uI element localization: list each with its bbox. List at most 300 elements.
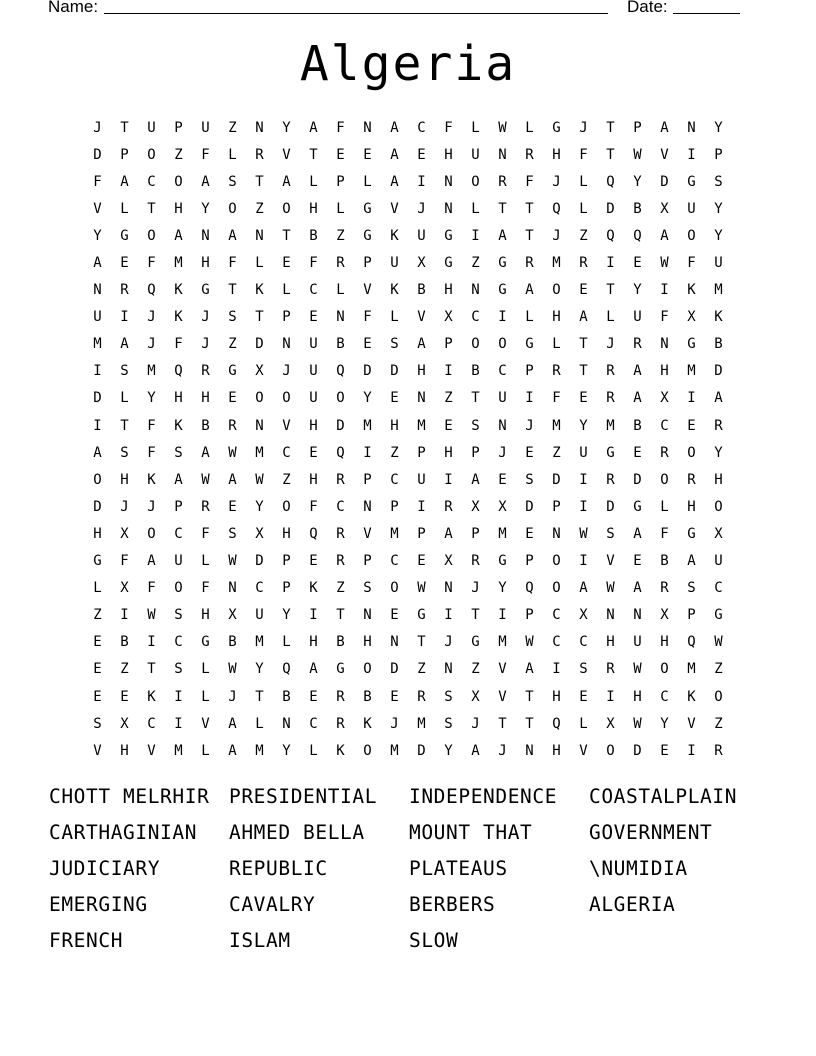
grid-letter[interactable]: G xyxy=(633,498,642,515)
grid-letter[interactable]: G xyxy=(525,336,534,353)
grid-letter[interactable]: E xyxy=(228,498,237,515)
grid-letter[interactable]: Q xyxy=(633,227,642,244)
grid-letter[interactable]: R xyxy=(336,688,345,705)
grid-letter[interactable]: H xyxy=(174,200,183,217)
grid-letter[interactable]: E xyxy=(660,742,669,759)
grid-letter[interactable]: H xyxy=(174,390,183,407)
grid-letter[interactable]: T xyxy=(606,119,615,136)
grid-letter[interactable]: F xyxy=(660,525,669,542)
grid-letter[interactable]: W xyxy=(579,525,588,542)
grid-letter[interactable]: P xyxy=(120,146,129,163)
grid-letter[interactable]: V xyxy=(282,146,291,163)
grid-letter[interactable]: Y xyxy=(255,661,264,678)
grid-letter[interactable]: O xyxy=(471,336,480,353)
grid-letter[interactable]: N xyxy=(525,742,534,759)
grid-letter[interactable]: E xyxy=(309,444,318,461)
grid-letter[interactable]: I xyxy=(498,309,507,326)
grid-letter[interactable]: U xyxy=(633,634,642,651)
grid-letter[interactable]: B xyxy=(120,634,129,651)
grid-letter[interactable]: Y xyxy=(579,417,588,434)
grid-letter[interactable]: H xyxy=(390,417,399,434)
grid-letter[interactable]: Y xyxy=(282,742,291,759)
grid-letter[interactable]: Z xyxy=(444,390,453,407)
grid-letter[interactable]: S xyxy=(444,688,453,705)
grid-letter[interactable]: Y xyxy=(201,200,210,217)
grid-letter[interactable]: I xyxy=(93,417,102,434)
grid-letter[interactable]: T xyxy=(525,227,534,244)
grid-letter[interactable]: B xyxy=(201,417,210,434)
grid-letter[interactable]: C xyxy=(309,715,318,732)
grid-letter[interactable]: I xyxy=(552,661,561,678)
grid-letter[interactable]: V xyxy=(363,282,372,299)
grid-letter[interactable]: N xyxy=(363,607,372,624)
grid-letter[interactable]: F xyxy=(201,525,210,542)
grid-letter[interactable]: Y xyxy=(633,173,642,190)
grid-letter[interactable]: C xyxy=(498,363,507,380)
grid-letter[interactable]: L xyxy=(336,282,345,299)
grid-letter[interactable]: P xyxy=(417,444,426,461)
grid-letter[interactable]: Y xyxy=(444,742,453,759)
grid-letter[interactable]: J xyxy=(471,715,480,732)
grid-letter[interactable]: Z xyxy=(390,444,399,461)
grid-letter[interactable]: X xyxy=(120,580,129,597)
grid-letter[interactable]: H xyxy=(606,634,615,651)
grid-letter[interactable]: S xyxy=(228,309,237,326)
grid-letter[interactable]: T xyxy=(498,715,507,732)
grid-letter[interactable]: E xyxy=(282,255,291,272)
grid-letter[interactable]: S xyxy=(525,471,534,488)
grid-letter[interactable]: H xyxy=(444,282,453,299)
grid-letter[interactable]: N xyxy=(255,417,264,434)
grid-letter[interactable]: M xyxy=(390,525,399,542)
grid-letter[interactable]: N xyxy=(633,607,642,624)
grid-letter[interactable]: K xyxy=(147,688,156,705)
grid-letter[interactable]: D xyxy=(633,742,642,759)
grid-letter[interactable]: H xyxy=(444,146,453,163)
grid-letter[interactable]: E xyxy=(120,255,129,272)
grid-letter[interactable]: O xyxy=(660,471,669,488)
grid-letter[interactable]: C xyxy=(660,417,669,434)
grid-letter[interactable]: A xyxy=(228,715,237,732)
grid-letter[interactable]: N xyxy=(363,119,372,136)
grid-letter[interactable]: L xyxy=(579,200,588,217)
grid-letter[interactable]: R xyxy=(444,498,453,515)
grid-letter[interactable]: Q xyxy=(147,282,156,299)
grid-letter[interactable]: H xyxy=(201,390,210,407)
grid-letter[interactable]: C xyxy=(390,471,399,488)
grid-letter[interactable]: M xyxy=(714,282,723,299)
grid-letter[interactable]: H xyxy=(120,742,129,759)
grid-letter[interactable]: F xyxy=(363,309,372,326)
grid-letter[interactable]: C xyxy=(174,634,183,651)
grid-letter[interactable]: A xyxy=(390,173,399,190)
grid-letter[interactable]: P xyxy=(282,553,291,570)
grid-letter[interactable]: B xyxy=(714,336,723,353)
grid-letter[interactable]: H xyxy=(363,634,372,651)
grid-letter[interactable]: P xyxy=(363,553,372,570)
grid-letter[interactable]: Z xyxy=(336,580,345,597)
grid-letter[interactable]: L xyxy=(471,119,480,136)
grid-letter[interactable]: H xyxy=(444,444,453,461)
grid-letter[interactable]: X xyxy=(228,607,237,624)
grid-letter[interactable]: A xyxy=(228,227,237,244)
grid-letter[interactable]: W xyxy=(228,444,237,461)
grid-letter[interactable]: C xyxy=(714,580,723,597)
grid-letter[interactable]: X xyxy=(660,390,669,407)
grid-letter[interactable]: V xyxy=(390,200,399,217)
grid-letter[interactable]: E xyxy=(336,146,345,163)
grid-letter[interactable]: O xyxy=(147,227,156,244)
grid-letter[interactable]: D xyxy=(93,498,102,515)
grid-letter[interactable]: F xyxy=(552,390,561,407)
grid-letter[interactable]: R xyxy=(579,255,588,272)
grid-letter[interactable]: C xyxy=(282,444,291,461)
grid-letter[interactable]: Z xyxy=(417,661,426,678)
grid-letter[interactable]: O xyxy=(471,173,480,190)
grid-letter[interactable]: W xyxy=(633,715,642,732)
grid-letter[interactable]: U xyxy=(579,444,588,461)
grid-letter[interactable]: B xyxy=(417,282,426,299)
grid-letter[interactable]: B xyxy=(309,227,318,244)
grid-letter[interactable]: W xyxy=(201,471,210,488)
grid-letter[interactable]: H xyxy=(93,525,102,542)
grid-letter[interactable]: Z xyxy=(228,119,237,136)
grid-letter[interactable]: G xyxy=(714,607,723,624)
grid-letter[interactable]: E xyxy=(363,146,372,163)
grid-letter[interactable]: F xyxy=(660,309,669,326)
grid-letter[interactable]: F xyxy=(309,498,318,515)
grid-letter[interactable]: P xyxy=(282,309,291,326)
grid-letter[interactable]: A xyxy=(471,471,480,488)
grid-letter[interactable]: T xyxy=(498,200,507,217)
grid-letter[interactable]: M xyxy=(255,742,264,759)
grid-letter[interactable]: A xyxy=(633,363,642,380)
grid-letter[interactable]: A xyxy=(309,661,318,678)
grid-letter[interactable]: T xyxy=(147,200,156,217)
grid-letter[interactable]: X xyxy=(714,525,723,542)
grid-letter[interactable]: G xyxy=(336,661,345,678)
grid-letter[interactable]: V xyxy=(498,688,507,705)
grid-letter[interactable]: P xyxy=(174,498,183,515)
grid-letter[interactable]: L xyxy=(120,390,129,407)
grid-letter[interactable]: B xyxy=(633,200,642,217)
grid-letter[interactable]: S xyxy=(444,715,453,732)
grid-letter[interactable]: A xyxy=(660,119,669,136)
grid-letter[interactable]: I xyxy=(471,227,480,244)
grid-letter[interactable]: Z xyxy=(282,471,291,488)
grid-letter[interactable]: Z xyxy=(714,715,723,732)
grid-letter[interactable]: G xyxy=(606,444,615,461)
grid-letter[interactable]: F xyxy=(687,255,696,272)
grid-letter[interactable]: E xyxy=(444,417,453,434)
grid-letter[interactable]: F xyxy=(147,255,156,272)
grid-letter[interactable]: R xyxy=(255,146,264,163)
grid-letter[interactable]: G xyxy=(201,282,210,299)
grid-letter[interactable]: T xyxy=(255,309,264,326)
grid-letter[interactable]: X xyxy=(444,553,453,570)
grid-letter[interactable]: A xyxy=(201,173,210,190)
grid-letter[interactable]: J xyxy=(282,363,291,380)
grid-letter[interactable]: E xyxy=(228,390,237,407)
grid-letter[interactable]: M xyxy=(417,715,426,732)
grid-letter[interactable]: U xyxy=(498,390,507,407)
grid-letter[interactable]: A xyxy=(174,471,183,488)
grid-letter[interactable]: H xyxy=(552,688,561,705)
grid-letter[interactable]: N xyxy=(660,336,669,353)
grid-letter[interactable]: E xyxy=(579,688,588,705)
grid-letter[interactable]: T xyxy=(471,390,480,407)
grid-letter[interactable]: I xyxy=(606,255,615,272)
grid-letter[interactable]: U xyxy=(174,553,183,570)
grid-letter[interactable]: T xyxy=(309,146,318,163)
grid-letter[interactable]: H xyxy=(282,525,291,542)
grid-letter[interactable]: O xyxy=(552,553,561,570)
grid-letter[interactable]: U xyxy=(255,607,264,624)
grid-letter[interactable]: Y xyxy=(714,444,723,461)
grid-letter[interactable]: A xyxy=(633,390,642,407)
grid-letter[interactable]: K xyxy=(174,282,183,299)
grid-letter[interactable]: J xyxy=(606,336,615,353)
grid-letter[interactable]: Z xyxy=(471,661,480,678)
grid-letter[interactable]: O xyxy=(147,146,156,163)
grid-letter[interactable]: J xyxy=(579,119,588,136)
grid-letter[interactable]: D xyxy=(390,363,399,380)
grid-letter[interactable]: Z xyxy=(471,255,480,272)
grid-letter[interactable]: F xyxy=(120,553,129,570)
grid-letter[interactable]: H xyxy=(552,146,561,163)
grid-letter[interactable]: W xyxy=(147,607,156,624)
grid-letter[interactable]: A xyxy=(93,444,102,461)
grid-letter[interactable]: F xyxy=(147,444,156,461)
grid-letter[interactable]: O xyxy=(93,471,102,488)
grid-letter[interactable]: N xyxy=(444,661,453,678)
grid-letter[interactable]: G xyxy=(363,227,372,244)
grid-letter[interactable]: R xyxy=(552,363,561,380)
grid-letter[interactable]: U xyxy=(93,309,102,326)
grid-letter[interactable]: A xyxy=(444,525,453,542)
grid-letter[interactable]: H xyxy=(633,688,642,705)
grid-letter[interactable]: S xyxy=(174,607,183,624)
grid-letter[interactable]: H xyxy=(660,363,669,380)
grid-letter[interactable]: H xyxy=(120,471,129,488)
grid-letter[interactable]: Q xyxy=(174,363,183,380)
grid-letter[interactable]: N xyxy=(444,200,453,217)
grid-letter[interactable]: P xyxy=(444,336,453,353)
grid-letter[interactable]: W xyxy=(228,661,237,678)
grid-letter[interactable]: I xyxy=(174,715,183,732)
grid-letter[interactable]: L xyxy=(309,173,318,190)
grid-letter[interactable]: I xyxy=(174,688,183,705)
grid-letter[interactable]: K xyxy=(714,309,723,326)
grid-letter[interactable]: E xyxy=(93,634,102,651)
grid-letter[interactable]: Q xyxy=(687,634,696,651)
grid-letter[interactable]: V xyxy=(93,742,102,759)
grid-letter[interactable]: R xyxy=(336,525,345,542)
grid-letter[interactable]: J xyxy=(93,119,102,136)
grid-letter[interactable]: X xyxy=(660,607,669,624)
grid-letter[interactable]: F xyxy=(525,173,534,190)
grid-letter[interactable]: F xyxy=(147,580,156,597)
grid-letter[interactable]: E xyxy=(579,390,588,407)
grid-letter[interactable]: X xyxy=(606,715,615,732)
grid-letter[interactable]: S xyxy=(471,417,480,434)
grid-letter[interactable]: O xyxy=(147,525,156,542)
grid-letter[interactable]: I xyxy=(687,146,696,163)
grid-letter[interactable]: C xyxy=(552,607,561,624)
grid-letter[interactable]: B xyxy=(633,417,642,434)
grid-letter[interactable]: R xyxy=(525,255,534,272)
grid-letter[interactable]: X xyxy=(471,498,480,515)
grid-letter[interactable]: K xyxy=(174,309,183,326)
grid-letter[interactable]: G xyxy=(687,336,696,353)
grid-letter[interactable]: I xyxy=(579,498,588,515)
grid-letter[interactable]: L xyxy=(579,715,588,732)
grid-letter[interactable]: N xyxy=(471,282,480,299)
grid-letter[interactable]: W xyxy=(633,146,642,163)
grid-letter[interactable]: G xyxy=(444,227,453,244)
grid-letter[interactable]: A xyxy=(525,282,534,299)
grid-letter[interactable]: H xyxy=(417,363,426,380)
grid-letter[interactable]: N xyxy=(417,390,426,407)
grid-letter[interactable]: B xyxy=(336,634,345,651)
grid-letter[interactable]: A xyxy=(633,525,642,542)
grid-letter[interactable]: D xyxy=(336,417,345,434)
grid-letter[interactable]: Q xyxy=(525,580,534,597)
grid-letter[interactable]: M xyxy=(417,417,426,434)
grid-letter[interactable]: X xyxy=(471,688,480,705)
grid-letter[interactable]: K xyxy=(687,282,696,299)
grid-letter[interactable]: L xyxy=(525,309,534,326)
grid-letter[interactable]: Y xyxy=(660,715,669,732)
grid-letter[interactable]: D xyxy=(714,363,723,380)
grid-letter[interactable]: U xyxy=(687,200,696,217)
grid-letter[interactable]: H xyxy=(660,634,669,651)
grid-letter[interactable]: P xyxy=(471,444,480,461)
grid-letter[interactable]: D xyxy=(606,498,615,515)
grid-letter[interactable]: I xyxy=(417,498,426,515)
grid-letter[interactable]: N xyxy=(93,282,102,299)
grid-letter[interactable]: F xyxy=(174,336,183,353)
grid-letter[interactable]: I xyxy=(363,444,372,461)
grid-letter[interactable]: N xyxy=(498,417,507,434)
grid-letter[interactable]: A xyxy=(633,580,642,597)
grid-letter[interactable]: I xyxy=(444,363,453,380)
grid-letter[interactable]: R xyxy=(120,282,129,299)
grid-letter[interactable]: H xyxy=(309,200,318,217)
grid-letter[interactable]: L xyxy=(255,255,264,272)
grid-letter[interactable]: E xyxy=(390,390,399,407)
grid-letter[interactable]: D xyxy=(93,390,102,407)
grid-letter[interactable]: S xyxy=(174,661,183,678)
grid-letter[interactable]: S xyxy=(714,173,723,190)
grid-letter[interactable]: Z xyxy=(552,444,561,461)
grid-letter[interactable]: O xyxy=(606,742,615,759)
grid-letter[interactable]: R xyxy=(606,390,615,407)
grid-letter[interactable]: F xyxy=(309,255,318,272)
grid-letter[interactable]: J xyxy=(228,688,237,705)
grid-letter[interactable]: X xyxy=(120,715,129,732)
grid-letter[interactable]: N xyxy=(228,580,237,597)
grid-letter[interactable]: Z xyxy=(336,227,345,244)
grid-letter[interactable]: N xyxy=(201,227,210,244)
grid-letter[interactable]: N xyxy=(606,607,615,624)
grid-letter[interactable]: L xyxy=(336,200,345,217)
grid-letter[interactable]: Q xyxy=(552,715,561,732)
grid-letter[interactable]: O xyxy=(174,173,183,190)
grid-letter[interactable]: W xyxy=(660,255,669,272)
grid-letter[interactable]: I xyxy=(444,471,453,488)
grid-letter[interactable]: N xyxy=(444,173,453,190)
grid-letter[interactable]: I xyxy=(417,173,426,190)
grid-letter[interactable]: G xyxy=(363,200,372,217)
grid-letter[interactable]: E xyxy=(633,255,642,272)
grid-letter[interactable]: R xyxy=(228,417,237,434)
grid-letter[interactable]: L xyxy=(309,742,318,759)
grid-letter[interactable]: C xyxy=(552,634,561,651)
grid-letter[interactable]: F xyxy=(201,146,210,163)
grid-letter[interactable]: P xyxy=(417,525,426,542)
grid-letter[interactable]: A xyxy=(120,173,129,190)
grid-letter[interactable]: V xyxy=(687,715,696,732)
grid-letter[interactable]: E xyxy=(309,553,318,570)
grid-letter[interactable]: I xyxy=(147,634,156,651)
grid-letter[interactable]: K xyxy=(174,417,183,434)
grid-letter[interactable]: O xyxy=(255,390,264,407)
grid-letter[interactable]: U xyxy=(417,471,426,488)
grid-letter[interactable]: K xyxy=(336,742,345,759)
grid-letter[interactable]: O xyxy=(498,336,507,353)
grid-letter[interactable]: R xyxy=(660,580,669,597)
grid-letter[interactable]: V xyxy=(363,525,372,542)
grid-letter[interactable]: L xyxy=(201,688,210,705)
grid-letter[interactable]: V xyxy=(282,417,291,434)
grid-letter[interactable]: W xyxy=(417,580,426,597)
grid-letter[interactable]: T xyxy=(606,146,615,163)
grid-letter[interactable]: L xyxy=(201,742,210,759)
grid-letter[interactable]: Z xyxy=(174,146,183,163)
grid-letter[interactable]: J xyxy=(498,742,507,759)
grid-letter[interactable]: I xyxy=(309,607,318,624)
grid-letter[interactable]: O xyxy=(336,390,345,407)
grid-letter[interactable]: Z xyxy=(714,661,723,678)
grid-letter[interactable]: N xyxy=(552,525,561,542)
grid-letter[interactable]: W xyxy=(498,119,507,136)
grid-letter[interactable]: V xyxy=(147,742,156,759)
grid-letter[interactable]: G xyxy=(417,607,426,624)
grid-letter[interactable]: M xyxy=(363,417,372,434)
grid-letter[interactable]: D xyxy=(363,363,372,380)
grid-letter[interactable]: J xyxy=(201,309,210,326)
grid-letter[interactable]: T xyxy=(336,607,345,624)
grid-letter[interactable]: G xyxy=(498,255,507,272)
grid-letter[interactable]: L xyxy=(660,498,669,515)
grid-letter[interactable]: J xyxy=(147,498,156,515)
grid-letter[interactable]: O xyxy=(687,227,696,244)
grid-letter[interactable]: L xyxy=(363,173,372,190)
grid-letter[interactable]: B xyxy=(336,336,345,353)
grid-letter[interactable]: A xyxy=(714,390,723,407)
grid-letter[interactable]: P xyxy=(336,173,345,190)
grid-letter[interactable]: V xyxy=(201,715,210,732)
grid-letter[interactable]: J xyxy=(552,173,561,190)
grid-letter[interactable]: V xyxy=(660,146,669,163)
grid-letter[interactable]: T xyxy=(255,173,264,190)
grid-letter[interactable]: H xyxy=(552,742,561,759)
grid-letter[interactable]: C xyxy=(390,553,399,570)
grid-letter[interactable]: L xyxy=(282,282,291,299)
grid-letter[interactable]: S xyxy=(120,444,129,461)
grid-letter[interactable]: K xyxy=(390,282,399,299)
